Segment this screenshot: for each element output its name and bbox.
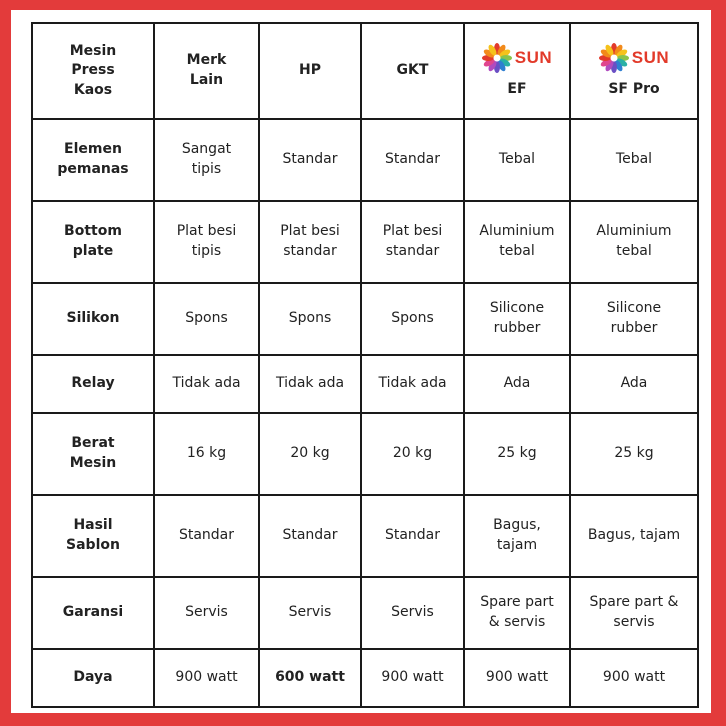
- cell-text: Aluminium tebal: [479, 223, 555, 259]
- cell-text: 900 watt: [381, 669, 444, 686]
- header-col-label: EF: [507, 80, 527, 97]
- page-frame: [11, 10, 711, 713]
- cell-text: Spons: [288, 310, 332, 327]
- cell-text: Tebal: [498, 151, 536, 168]
- table-cell: [570, 413, 698, 495]
- table-cell: [464, 355, 570, 413]
- row-label: [32, 201, 154, 283]
- header-corner-text: Mesin Press Kaos: [69, 42, 117, 98]
- header-col-gkt: [361, 23, 464, 119]
- table-cell: [259, 119, 361, 201]
- table-cell: [570, 355, 698, 413]
- cell-text: Tebal: [615, 151, 653, 168]
- row-label: [32, 283, 154, 355]
- sun-logo-text: SUN: [514, 48, 553, 68]
- table-row: [32, 355, 698, 413]
- cell-text: Standar: [282, 151, 338, 168]
- table-cell: [154, 495, 259, 577]
- cell-text: Servis: [185, 604, 228, 621]
- comparison-table: [31, 22, 699, 708]
- header-col-merk-lain: [154, 23, 259, 119]
- table-cell: [154, 649, 259, 707]
- table-cell: [361, 649, 464, 707]
- table-row: [32, 649, 698, 707]
- table-cell: [259, 355, 361, 413]
- row-label: [32, 119, 154, 201]
- cell-text: 16 kg: [186, 445, 227, 462]
- table-cell: [259, 649, 361, 707]
- cell-text: Standar: [384, 527, 441, 544]
- table-cell: [154, 119, 259, 201]
- cell-text: Aluminium tebal: [596, 223, 672, 259]
- table-cell: [570, 201, 698, 283]
- table-cell: [259, 413, 361, 495]
- table-cell: [464, 283, 570, 355]
- table-row: [32, 413, 698, 495]
- cell-text: Ada: [620, 375, 648, 392]
- cell-text: Standar: [384, 151, 441, 168]
- row-label: [32, 355, 154, 413]
- row-label-text: Hasil Sablon: [66, 517, 120, 553]
- table-cell: [464, 119, 570, 201]
- table-cell: [154, 283, 259, 355]
- header-corner: [32, 23, 154, 119]
- table-cell: [570, 649, 698, 707]
- cell-text: Servis: [288, 604, 332, 621]
- cell-text: Bagus, tajam: [587, 527, 681, 544]
- table-cell: [570, 283, 698, 355]
- table-cell: [464, 201, 570, 283]
- table-cell: [361, 119, 464, 201]
- table-cell: [361, 283, 464, 355]
- cell-text: 20 kg: [392, 445, 433, 462]
- row-label: [32, 413, 154, 495]
- table-cell: [361, 577, 464, 649]
- table-cell: [154, 355, 259, 413]
- table-cell: [570, 495, 698, 577]
- table-row: [32, 495, 698, 577]
- header-row: [32, 23, 698, 119]
- row-label-text: Relay: [71, 375, 115, 392]
- cell-text: Tidak ada: [172, 375, 241, 392]
- table-cell: [361, 413, 464, 495]
- sun-logo: [482, 43, 552, 73]
- row-label-text: Silikon: [66, 310, 120, 327]
- row-label-text: Daya: [73, 669, 113, 686]
- cell-text: 600 watt: [275, 669, 345, 686]
- cell-text: Spons: [185, 310, 228, 327]
- table-cell: [464, 649, 570, 707]
- header-col-sf-pro: [570, 23, 698, 119]
- cell-text: Spons: [391, 310, 434, 327]
- table-cell: [570, 577, 698, 649]
- cell-text: Silicone rubber: [606, 300, 662, 336]
- cell-text: 900 watt: [485, 669, 549, 686]
- header-col-label: Merk Lain: [186, 52, 227, 88]
- sun-logo-text: SUN: [631, 48, 670, 68]
- table-cell: [361, 355, 464, 413]
- header-col-ef: [464, 23, 570, 119]
- cell-text: Tidak ada: [378, 375, 447, 392]
- cell-text: Sangat tipis: [181, 141, 232, 177]
- row-label: [32, 577, 154, 649]
- cell-text: Silicone rubber: [489, 300, 545, 336]
- row-label-text: Elemen pemanas: [57, 141, 129, 177]
- table-cell: [154, 413, 259, 495]
- table-cell: [259, 495, 361, 577]
- table-cell: [361, 495, 464, 577]
- cell-text: 25 kg: [614, 445, 654, 462]
- cell-text: Ada: [503, 375, 531, 392]
- header-col-label: SF Pro: [608, 80, 660, 97]
- cell-text: Standar: [282, 527, 338, 544]
- cell-text: Plat besi standar: [280, 223, 340, 259]
- sun-flower-icon: [599, 43, 629, 73]
- cell-text: 900 watt: [175, 669, 238, 686]
- cell-text: Standar: [178, 527, 235, 544]
- table-cell: [259, 577, 361, 649]
- sun-logo: [599, 43, 669, 73]
- table-cell: [259, 201, 361, 283]
- cell-text: Plat besi tipis: [176, 223, 237, 259]
- table-row: [32, 201, 698, 283]
- cell-text: Bagus, tajam: [493, 517, 541, 553]
- row-label: [32, 649, 154, 707]
- row-label: [32, 495, 154, 577]
- table-row: [32, 283, 698, 355]
- header-col-hp: [259, 23, 361, 119]
- table-cell: [464, 495, 570, 577]
- table-cell: [259, 283, 361, 355]
- cell-text: 25 kg: [497, 445, 537, 462]
- table-cell: [154, 577, 259, 649]
- row-label-text: Garansi: [62, 604, 124, 621]
- table-cell: [154, 201, 259, 283]
- table-cell: [464, 413, 570, 495]
- header-col-label: HP: [299, 62, 321, 79]
- table-cell: [361, 201, 464, 283]
- cell-text: Servis: [391, 604, 434, 621]
- cell-text: 20 kg: [290, 445, 330, 462]
- sun-flower-icon: [482, 43, 512, 73]
- cell-text: 900 watt: [602, 669, 666, 686]
- header-col-label: GKT: [396, 62, 429, 79]
- cell-text: Tidak ada: [275, 375, 345, 392]
- table-row: [32, 577, 698, 649]
- cell-text: Spare part & servis: [480, 594, 554, 630]
- cell-text: Spare part & servis: [589, 594, 679, 630]
- table-cell: [570, 119, 698, 201]
- row-label-text: Bottom plate: [64, 223, 122, 259]
- cell-text: Plat besi standar: [382, 223, 443, 259]
- table-row: [32, 119, 698, 201]
- table-cell: [464, 577, 570, 649]
- row-label-text: Berat Mesin: [69, 435, 117, 471]
